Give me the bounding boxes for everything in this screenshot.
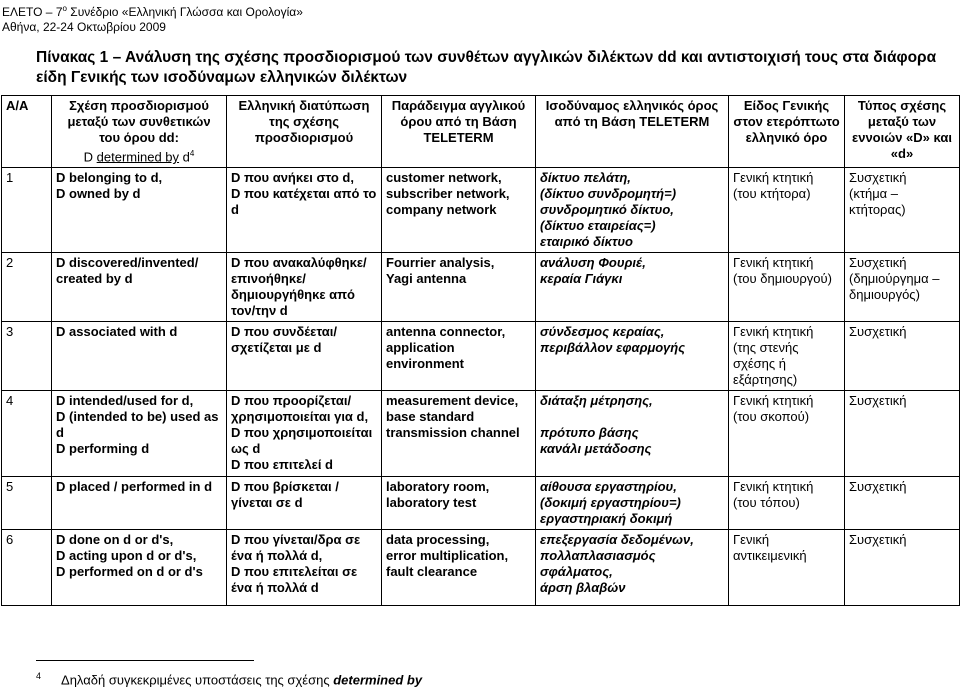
cell-line: antenna connector, [386,324,506,340]
greek-wording-cell [227,168,382,253]
english-example-cell [382,477,536,530]
cell-line: D acting upon d or d's, [56,548,197,564]
cell-line: (δίκτυο συνδρομητή=) [540,186,677,202]
cell-line: Γενική [733,532,770,548]
greek-wording-cell [227,530,382,606]
cell-line: Γενική κτητική [733,170,814,186]
cell-line: συνδρομητικό δίκτυο, [540,202,674,218]
cell-line: Yagi antenna [386,271,467,287]
row-index-cell [2,253,52,322]
english-example-cell [382,530,536,606]
cell-line: D associated with d [56,324,178,340]
row-number: 1 [6,170,14,186]
relation-cell [52,530,227,606]
col-header-index: Α/Α [2,96,52,168]
relation-cell [52,253,227,322]
cell-line: (της στενής σχέσης ή εξάρτησης) [733,340,799,388]
cell-line: D belonging to d, [56,170,163,186]
cell-line: D που γίνεται/δρα σε ένα ή πολλά d, [231,532,361,564]
genitive-type-cell [729,253,845,322]
relation-cell [52,322,227,391]
cell-line: (κτήμα – κτήτορας) [849,186,906,218]
cell-line: D που συνδέεται/ [231,324,337,340]
cell-line: D που ανήκει στο d, [231,170,354,186]
cell-line: D performing d [56,441,150,457]
cell-line: πρότυπο βάσης [540,425,639,441]
greek-equivalent-cell [536,530,729,606]
cell-line: (του κτήτορα) [733,186,811,202]
cell-line: επινοήθηκε/ δημιουργήθηκε από τον/την d [231,271,355,319]
row-index-cell [2,477,52,530]
analysis-table [1,95,960,606]
cell-line: measurement device, [386,393,519,409]
cell-line: σύνδεσμος κεραίας, [540,324,665,340]
cell-line: Συσχετική [849,255,907,271]
cell-line: (δίκτυο εταιρείας=) [540,218,656,234]
cell-line: D done on d or d's, [56,532,174,548]
cell-line: (δημιούργημα – δημιουργός) [849,271,940,303]
row-index-cell [2,322,52,391]
cell-line: επεξεργασία δεδομένων, [540,532,694,548]
row-number: 5 [6,479,14,495]
cell-line: γίνεται σε d [231,495,303,511]
cell-line: customer network, [386,170,502,186]
conference-date: Αθήνα, 22-24 Οκτωβρίου 2009 [2,20,166,34]
cell-line: (του δημιουργού) [733,271,832,287]
cell-line: D που χρησιμοποιείται ως d [231,425,373,457]
cell-line: fault clearance [386,564,478,580]
col-header-english-example: Παράδειγμα αγγλικού όρου από τη Βάση TELETERM [382,96,536,168]
table-row [2,322,960,391]
table-row [2,391,960,477]
table-row [2,253,960,322]
greek-equivalent-cell [536,322,729,391]
cell-line: D που βρίσκεται / [231,479,339,495]
cell-line: Γενική κτητική [733,479,814,495]
row-number: 2 [6,255,14,271]
cell-line: application environment [386,340,465,372]
cell-line: κεραία Γιάγκι [540,271,623,287]
row-number: 3 [6,324,14,340]
cell-line: πολλαπλασιασμός [540,548,656,564]
cell-line: Γενική κτητική [733,393,814,409]
cell-line: ανάλυση Φουριέ, [540,255,646,271]
cell-line: αίθουσα εργαστηρίου, [540,479,677,495]
cell-line: created by d [56,271,133,287]
greek-wording-cell [227,253,382,322]
cell-line: Συσχετική [849,393,907,409]
cell-line: subscriber network, [386,186,510,202]
cell-line: D placed / performed in d [56,479,213,495]
greek-wording-cell [227,477,382,530]
relation-type-cell [845,253,960,322]
cell-line: D (intended to be) used as d [56,409,219,441]
footnote-separator [36,660,254,661]
cell-line: Συσχετική [849,479,907,495]
cell-line: base standard [386,409,475,425]
col-header-genitive-type: Είδος Γενικής στον ετερόπτωτο ελληνικό όρο [729,96,845,168]
relation-type-cell [845,530,960,606]
cell-line: αντικειμενική [733,548,807,564]
cell-line: άρση βλαβών [540,580,626,596]
col-header-relation-type: Τύπος σχέσης μεταξύ των εννοιών «D» και «d» [845,96,960,168]
relation-cell [52,168,227,253]
cell-line: transmission channel [386,425,520,441]
cell-line: (του σκοπού) [733,409,810,425]
genitive-type-cell [729,168,845,253]
cell-line: D που επιτελεί d [231,457,333,473]
conference-title: ΕΛΕΤΟ – $7^o$ Συνέδριο «Ελληνική Γλώσσα και Ορολογία» [2,4,303,19]
row-index-cell [2,391,52,477]
greek-equivalent-cell [536,391,729,477]
genitive-type-cell [729,530,845,606]
greek-equivalent-cell [536,477,729,530]
cell-line: (δοκιμή εργαστηρίου=) [540,495,681,511]
cell-line [540,409,724,425]
relation-cell [52,391,227,477]
greek-wording-cell [227,322,382,391]
cell-line: data processing, [386,532,490,548]
cell-line: Fourrier analysis, [386,255,495,271]
row-index-cell [2,530,52,606]
genitive-type-cell [729,391,845,477]
cell-line: εργαστηριακή δοκιμή [540,511,673,527]
cell-line: δίκτυο πελάτη, [540,170,631,186]
greek-wording-cell [227,391,382,477]
cell-line: Συσχετική [849,170,907,186]
cell-line: D που προορίζεται/ [231,393,352,409]
cell-line: D που επιτελείται σε ένα ή πολλά d [231,564,358,596]
row-number: 4 [6,393,14,409]
cell-line: D που ανακαλύφθηκε/ [231,255,367,271]
cell-line: κανάλι μετάδοσης [540,441,652,457]
relation-cell [52,477,227,530]
cell-line: Γενική κτητική [733,255,814,271]
cell-line: error multiplication, [386,548,509,564]
cell-line: εταιρικό δίκτυο [540,234,633,250]
col-header-greek-wording: Ελληνική διατύπωση της σχέσης προσδιορισμού [227,96,382,168]
relation-type-cell [845,477,960,530]
cell-line: περιβάλλον εφαρμογής [540,340,686,356]
table-row [2,477,960,530]
cell-line: Συσχετική [849,532,907,548]
cell-line: σχετίζεται με d [231,340,322,356]
cell-line: company network [386,202,497,218]
genitive-type-cell [729,322,845,391]
greek-equivalent-cell [536,253,729,322]
cell-line: laboratory room, [386,479,490,495]
footnote: $^4$ Δηλαδή συγκεκριμένες υποστάσεις της σχέσης determined by [36,671,423,688]
conference-header [2,1,303,35]
cell-line: D performed on d or d's [56,564,203,580]
cell-line: Γενική κτητική [733,324,814,340]
col-header-greek-equivalent: Ισοδύναμος ελληνικός όρος από τη Βάση TELETERM [536,96,729,168]
table-row [2,168,960,253]
genitive-type-cell [729,477,845,530]
cell-line: χρησιμοποιείται για d, [231,409,369,425]
greek-equivalent-cell [536,168,729,253]
table-header-row [2,96,960,168]
cell-line: laboratory test [386,495,477,511]
relation-type-cell [845,322,960,391]
cell-line: Συσχετική [849,324,907,340]
table-caption: Πίνακας 1 – Ανάλυση της σχέσης προσδιορισμού των συνθέτων αγγλικών διλέκτων dd και αντιστοιχισή τους στα διάφορα είδη Γενικής των ισοδύναμων ελληνικών διλέκτων [36,49,937,86]
cell-line: D που κατέχεται από το d [231,186,377,218]
col-header-relation: Σχέση προσδιορισμού μεταξύ των συνθετικών του όρου dd: D determined by $d^4$ [52,96,227,168]
english-example-cell [382,253,536,322]
cell-line: (του τόπου) [733,495,800,511]
row-number: 6 [6,532,14,548]
english-example-cell [382,168,536,253]
cell-line: D discovered/invented/ [56,255,199,271]
table-row [2,530,960,606]
relation-type-cell [845,391,960,477]
cell-line: σφάλματος, [540,564,613,580]
cell-line: διάταξη μέτρησης, [540,393,653,409]
english-example-cell [382,322,536,391]
english-example-cell [382,391,536,477]
cell-line: D intended/used for d, [56,393,194,409]
relation-type-cell [845,168,960,253]
row-index-cell [2,168,52,253]
cell-line: D owned by d [56,186,141,202]
